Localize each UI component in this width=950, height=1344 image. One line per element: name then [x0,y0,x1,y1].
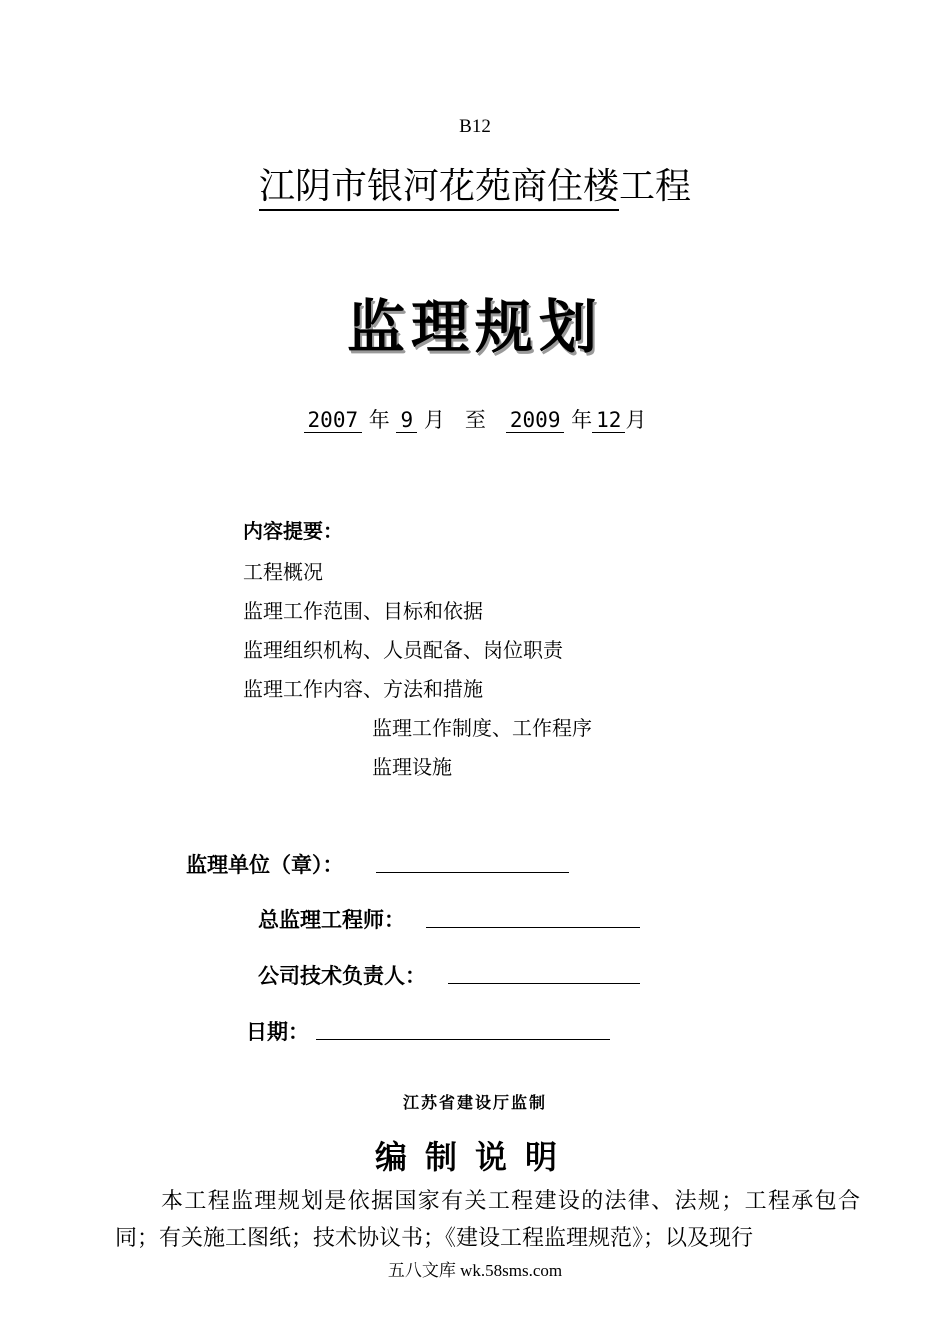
main-title: 监理规划 [346,293,603,361]
signature-chief-engineer-line [426,927,640,928]
intro-paragraph: 本工程监理规划是依据国家有关工程建设的法律、法规；工程承包合同；有关施工图纸；技术协议书；《建设工程监理规范》；以及现行 [115,1189,860,1251]
start-year: 2007 [304,408,363,433]
signature-tech-lead-line [448,983,640,984]
footer-watermark: 五八文库 wk.58sms.com [387,1261,563,1280]
summary-item: 工程概况 [243,560,323,584]
signature-unit-label: 监理单位（章）： [186,853,344,877]
year-label-2: 年 [571,408,593,432]
project-title [0,158,950,209]
project-name: 江阴市银河花苑商住楼 [259,166,619,211]
period-line [0,404,950,434]
signature-chief-engineer-label: 总监理工程师： [258,908,405,932]
signature-date-line [316,1039,610,1040]
end-year: 2009 [506,408,565,433]
month-label-2: 月 [625,408,647,432]
summary-item: 监理工作制度、工作程序 [372,716,592,740]
year-label-1: 年 [368,408,390,432]
document-code: B12 [459,116,491,137]
summary-item: 监理工作内容、方法和措施 [243,677,483,701]
start-month: 9 [396,408,417,433]
signature-unit-line [376,872,569,873]
signature-date-label: 日期： [246,1020,309,1044]
signature-tech-lead-label: 公司技术负责人： [258,964,426,988]
summary-item: 监理组织机构、人员配备、岗位职责 [243,638,563,662]
issuer-text: 江苏省建设厅监制 [402,1093,547,1112]
period-to: 至 [464,408,486,432]
summary-title: 内容提要： [243,519,343,543]
summary-item: 监理工作范围、目标和依据 [243,599,483,623]
end-month: 12 [592,408,625,433]
month-label-1: 月 [423,408,445,432]
summary-item: 监理设施 [372,755,452,779]
project-suffix: 工程 [619,166,692,207]
section-title: 编制说明 [374,1138,575,1176]
